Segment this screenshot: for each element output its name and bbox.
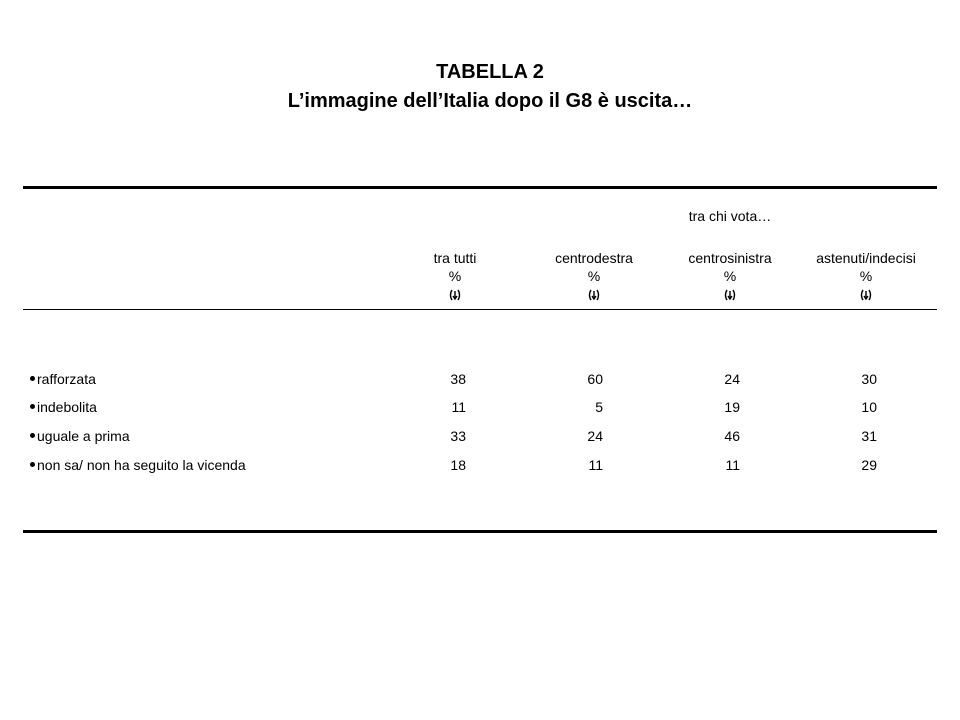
column-unit: %: [448, 268, 462, 284]
title-line-2: L’immagine dell’Italia dopo il G8 è uscita…: [287, 90, 693, 112]
column-unit: %: [859, 268, 873, 284]
down-arrow-icon: [724, 289, 736, 301]
table-cell: 10: [861, 399, 877, 415]
table-cell: 18: [450, 457, 466, 473]
column-header-centrodestra: centrodestra: [555, 250, 633, 266]
down-arrow-icon: [449, 289, 461, 301]
column-header-tra-tutti: tra tutti: [433, 250, 477, 266]
table-cell: 24: [724, 371, 740, 387]
table-cell: 11: [451, 399, 466, 415]
table-cell: 24: [587, 428, 603, 444]
table-cell: 46: [724, 428, 740, 444]
group-header: tra chi vota…: [688, 208, 772, 224]
table-cell: 60: [587, 371, 603, 387]
title-line-1: TABELLA 2: [436, 61, 544, 83]
table-title: [0, 58, 960, 116]
table-cell: 11: [588, 457, 603, 473]
table-row-label: non sa/ non ha seguito la vicenda: [30, 457, 246, 473]
table-row-label: uguale a prima: [30, 428, 130, 444]
table-cell: 31: [861, 428, 877, 444]
column-header-centrosinistra: centrosinistra: [688, 250, 772, 266]
column-unit: %: [587, 268, 601, 284]
bullet-icon: [30, 433, 35, 438]
top-rule: [23, 186, 937, 189]
column-unit: %: [723, 268, 737, 284]
table-cell: 19: [724, 399, 740, 415]
table-cell: 38: [450, 371, 466, 387]
bullet-icon: [30, 376, 35, 381]
table-cell: 5: [595, 399, 603, 415]
table-cell: 11: [725, 457, 740, 473]
down-arrow-icon: [588, 289, 600, 301]
column-header-astenuti-indecisi: astenuti/indecisi: [816, 250, 916, 266]
table-row-label: indebolita: [30, 399, 97, 415]
table-row-label: rafforzata: [30, 371, 96, 387]
header-rule: [23, 309, 937, 310]
bullet-icon: [30, 462, 35, 467]
down-arrow-icon: [860, 289, 872, 301]
table-cell: 29: [861, 457, 877, 473]
bottom-rule: [23, 530, 937, 533]
table-cell: 33: [450, 428, 466, 444]
table-cell: 30: [861, 371, 877, 387]
bullet-icon: [30, 404, 35, 409]
